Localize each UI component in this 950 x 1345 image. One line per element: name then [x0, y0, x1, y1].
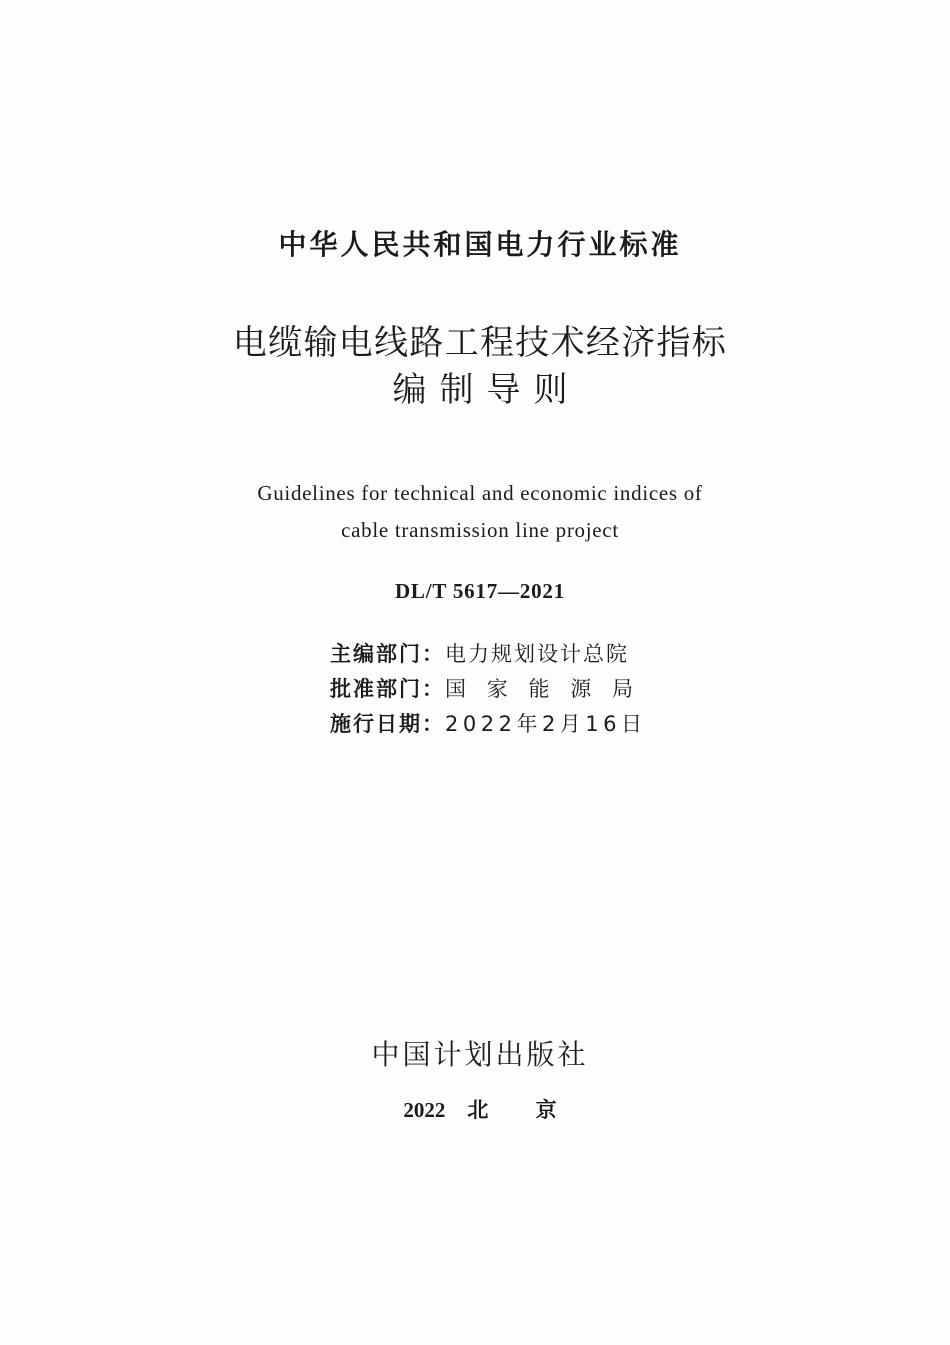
publication-place-year	[0, 1096, 950, 1124]
publication-year: 2022	[403, 1098, 446, 1122]
publication-city: 北 京	[467, 1098, 557, 1122]
meta-value: 2022年2月16日	[445, 712, 647, 736]
meta-row-editor	[330, 640, 633, 675]
meta-row-approver	[330, 675, 633, 710]
meta-label: 批准部门：	[330, 677, 445, 701]
document-title-zh-line2: 编制导则	[392, 370, 581, 410]
document-title-en-line1: Guidelines for technical and economic indices of	[257, 481, 703, 505]
document-title-zh-line1: 电缆输电线路工程技术经济指标	[232, 323, 728, 363]
document-title-en-line2: cable transmission line project	[341, 518, 619, 542]
meta-label: 施行日期：	[330, 712, 445, 736]
meta-value: 国 家 能 源 局	[445, 677, 633, 701]
meta-value: 电力规划设计总院	[445, 642, 629, 666]
publisher-name: 中国计划出版社	[371, 1038, 589, 1071]
standard-category-heading: 中华人民共和国电力行业标准	[278, 228, 682, 261]
standard-code: DL/T 5617—2021	[394, 579, 566, 603]
meta-row-effective-date	[330, 710, 647, 745]
standard-meta-block	[330, 640, 647, 745]
meta-label: 主编部门：	[330, 642, 445, 666]
